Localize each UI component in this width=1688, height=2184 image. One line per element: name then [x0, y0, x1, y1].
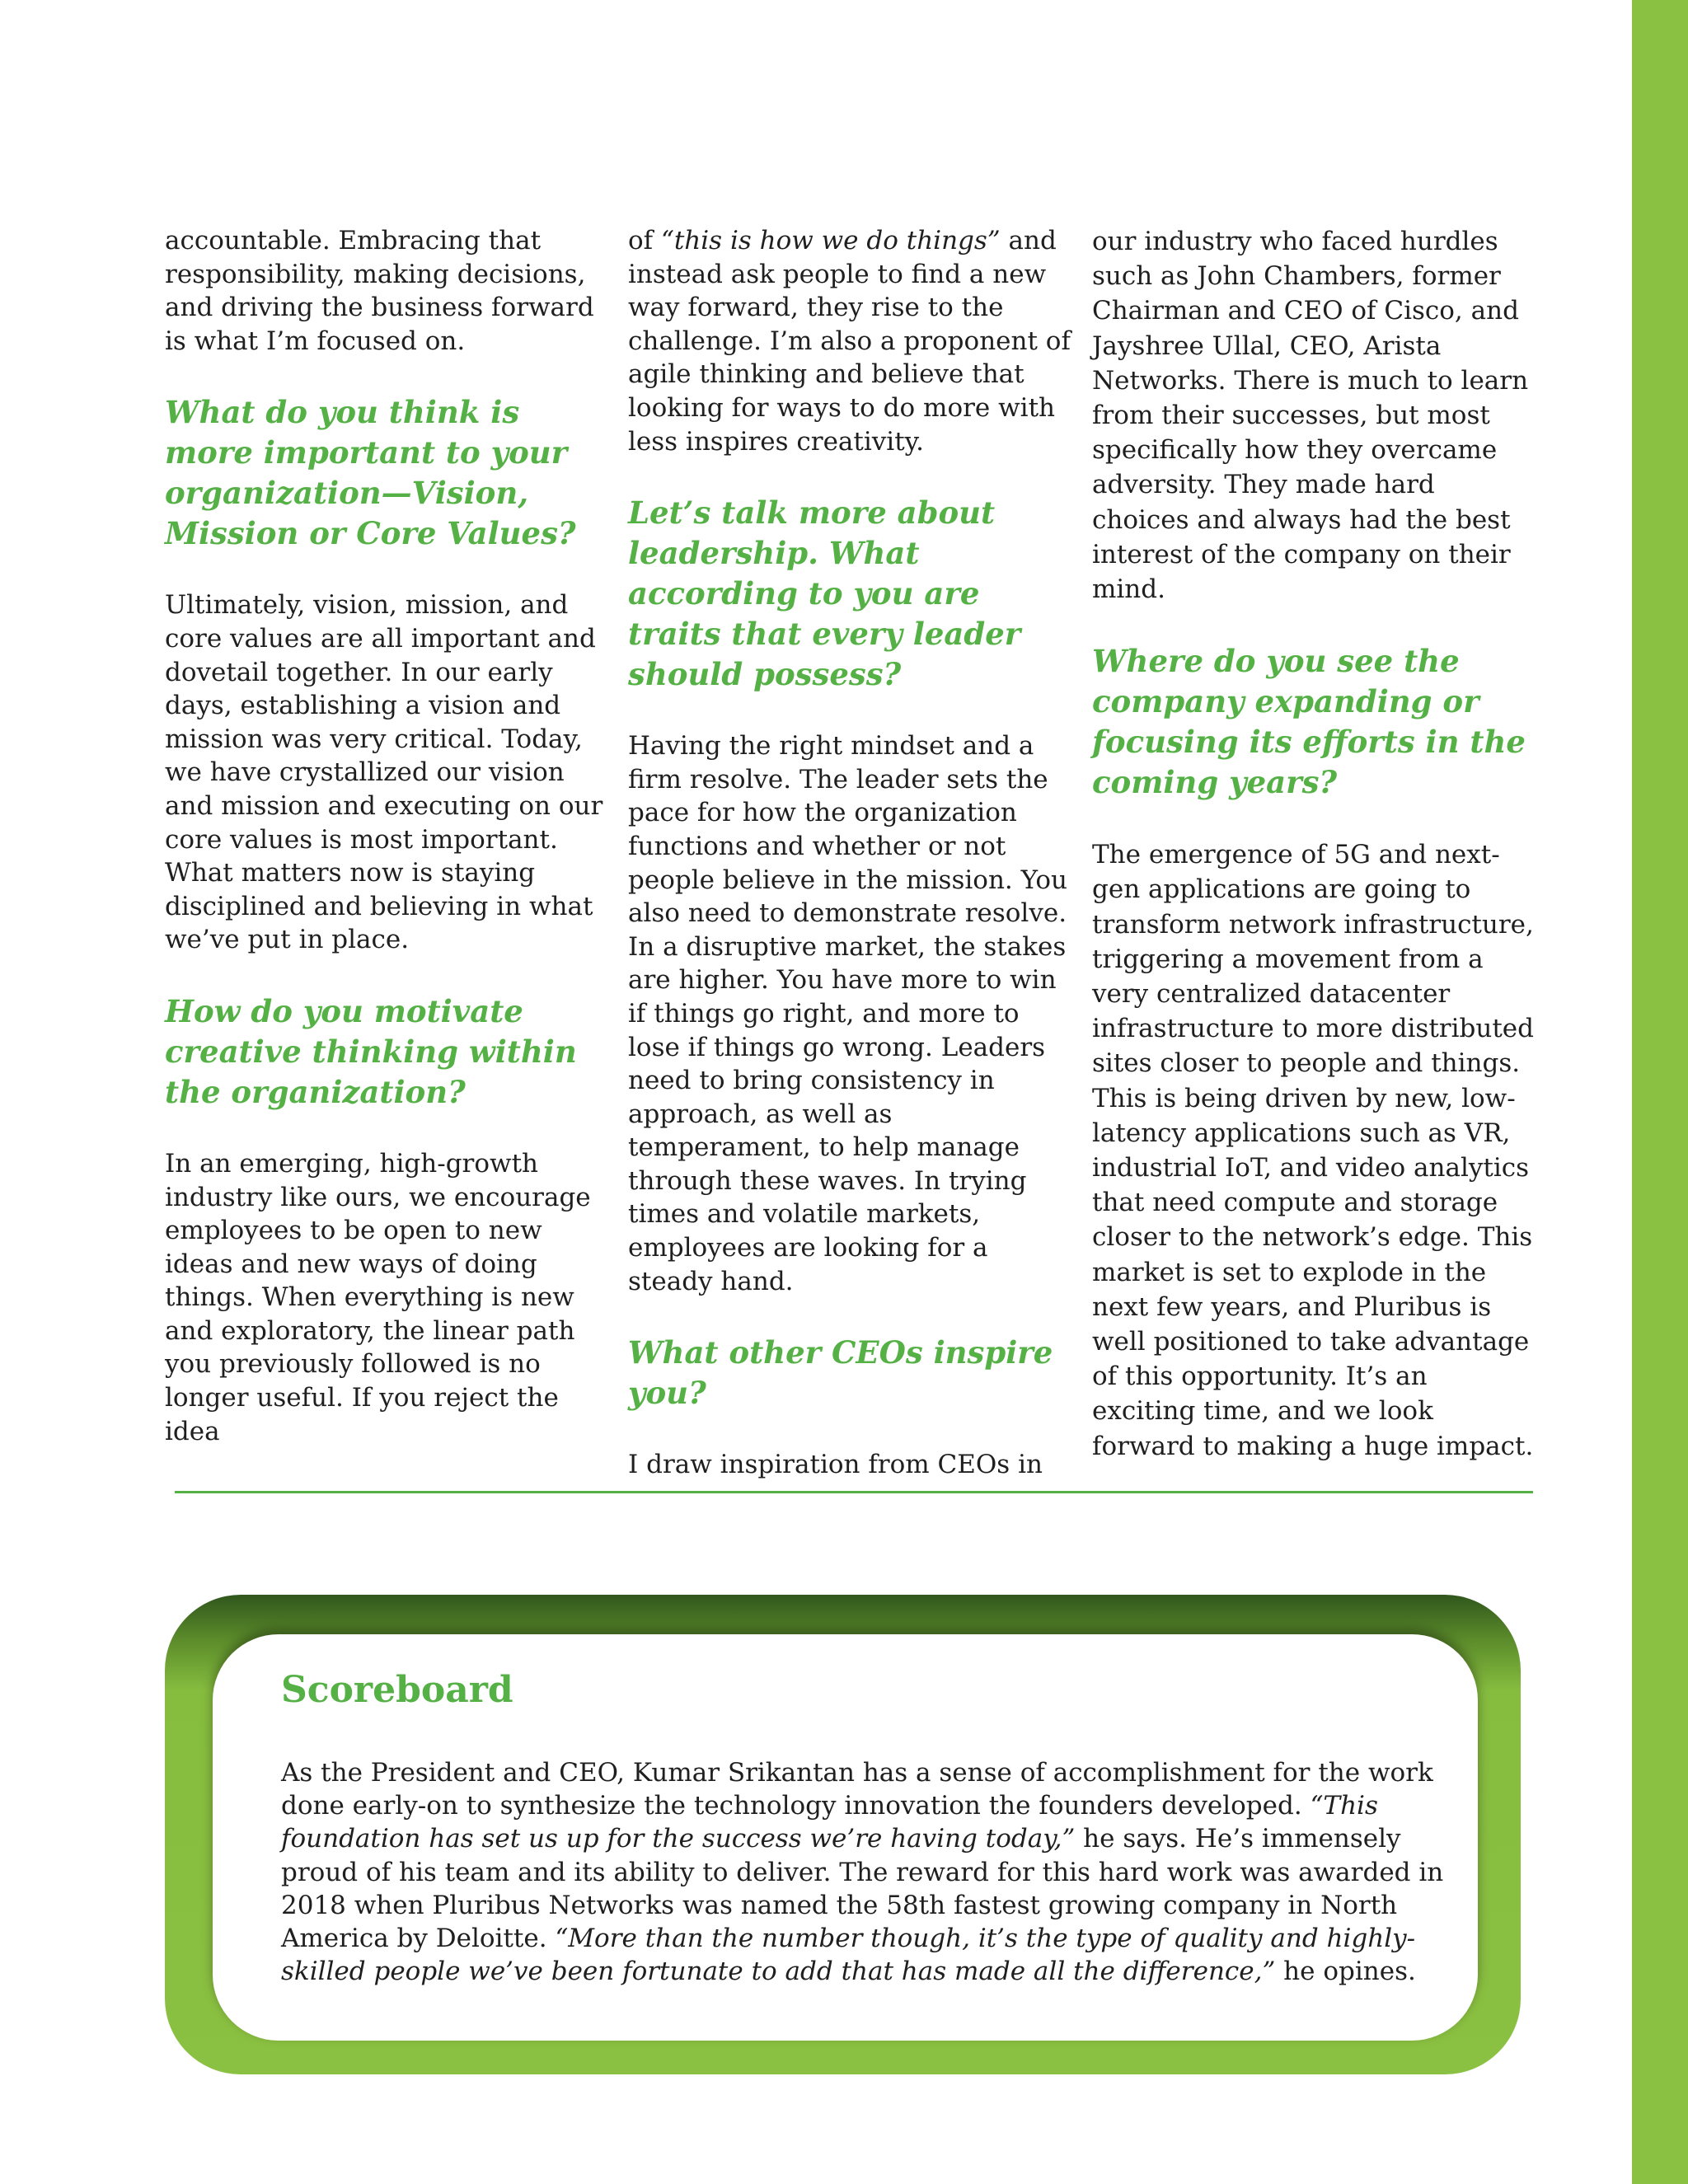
scoreboard-quote-1: “This foundation has set us up for the success we’re having today,” — [281, 1791, 1378, 1854]
section-divider — [175, 1491, 1533, 1493]
scoreboard-box — [165, 1595, 1521, 2074]
question-other-ceos: What other CEOs inspire you? — [628, 1334, 1053, 1412]
article-column-2 — [628, 224, 1073, 1482]
answer-creative-thinking: In an emerging, high-growth industry like ours, we encourage employees to be open to new ideas and new ways of doing things. When everything is new and exploratory, the linear path you previously followed is no longer useful. If you reject the idea — [165, 1148, 591, 1446]
article-column-1 — [165, 224, 610, 1448]
scoreboard-text-3: he opines. — [1275, 1957, 1416, 1987]
paragraph-ceo-inspiration: our industry who faced hurdles such as John Chambers, former Chairman and CEO of Cisco, and Jayshree Ullal, CEO, Arista Networks. There is much to learn from their successes, but most specifically how they overcame adversity. They made hard choices and always had the best interest of the company on their mind. — [1092, 227, 1529, 605]
scoreboard-text-2: he says. He’s immensely proud of his team and its ability to deliver. The reward for this hard work was awarded in 2018 when Pluribus Networks was named the 58th fastest growing company in North America by Deloitte. — [281, 1824, 1444, 1954]
question-vision-mission: What do you think is more important to your organization—Vision, Mission or Core Values? — [165, 394, 576, 552]
side-accent-bar — [1632, 0, 1688, 2184]
paragraph-intro: accountable. Embracing that responsibility, making decisions, and driving the business forward is what I’m focused on. — [165, 226, 594, 356]
article-column-3 — [1092, 224, 1537, 1464]
continuation-end: and instead ask people to find a new way forward, they rise to the challenge. I’m also a proponent of agile thinking and believe that looking for ways to do more with less inspires creativity. — [628, 226, 1071, 457]
answer-vision-mission: Ultimately, vision, mission, and core values are all important and dovetail together. In our early days, establishing a vision and mission was very critical. Today, we have crystallized our vision and mission and executing on our core values is most important. What matters now is staying disciplined and believing in what we’ve put in place. — [165, 590, 603, 955]
continuation-quote: “this is how we do things” — [661, 226, 1001, 255]
question-company-future: Where do you see the company expanding or focusing its efforts in the coming years? — [1092, 643, 1526, 801]
scoreboard-text-1: As the President and CEO, Kumar Srikantan has a sense of accomplishment for the work done early-on to synthesize the technology innovation the founders developed. — [281, 1758, 1433, 1821]
paragraph-continuation — [628, 224, 1073, 458]
answer-leadership-traits: Having the right mindset and a firm resolve. The leader sets the pace for how the organization functions and whether or not people believe in the mission. You also need to demonstrate resolve. In a disruptive market, the stakes are higher. You have more to win if things go right, and more to lose if things go wrong. Leaders need to bring consistency in approach, as well as temperament, to help manage through these waves. In trying times and volatile markets, employees are looking for a steady hand. — [628, 731, 1068, 1296]
scoreboard-text — [281, 1756, 1451, 1988]
question-creative-thinking: How do you motivate creative thinking within the organization? — [165, 992, 577, 1110]
scoreboard-title: Scoreboard — [281, 1669, 513, 1711]
continuation-start: of — [628, 226, 661, 255]
scoreboard-quote-2: “More than the number though, it’s the type of quality and highly-skilled people we’ve been fortunate to add that has made all the difference,” — [281, 1924, 1416, 1987]
question-leadership-traits: Let’s talk more about leadership. What according to you are traits that every leader should possess? — [628, 494, 1021, 693]
answer-company-future: The emergence of 5G and next-gen applications are going to transform network infrastructure, triggering a movement from a very centralized datacenter infrastructure to more distributed sites closer to people and things. This is being driven by new, low-latency applications such as VR, industrial IoT, and video analytics that need compute and storage closer to the network’s edge. This market is set to explode in the next few years, and Pluribus is well positioned to take advantage of this opportunity. It’s an exciting time, and we look forward to making a huge impact. — [1092, 840, 1534, 1461]
scoreboard-panel — [213, 1634, 1478, 2041]
answer-other-ceos: I draw inspiration from CEOs in — [628, 1450, 1043, 1480]
